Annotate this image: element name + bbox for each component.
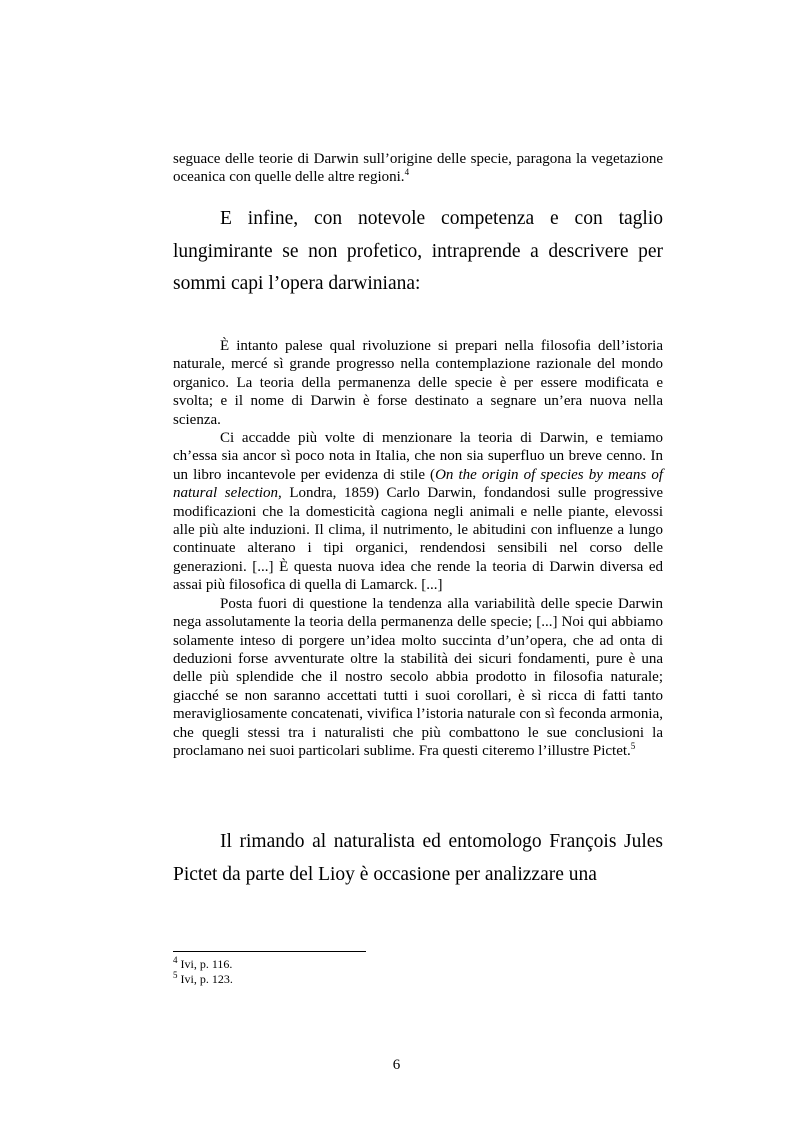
book-title: On the origin of species by means of natural selection xyxy=(173,466,664,502)
quote-paragraph-3: Posta fuori di questione la tendenza alla variabilità delle specie Darwin nega assolutamente la teoria della permanenza delle specie; [...] Noi qui abbiamo solamente inteso di porgere un’idea molto succinta d’un’opera, che ad onta di deduzioni forse avventurate oltre la stabilità dei sicuri fondamenti, pure è una delle più splendide che il nostro secolo abbia prodotto in filosofia naturale; giacché se non saranno accettati tutti i suoi corollari, è sì ricca di fatti tanto meravigliosamente concatenati, vivifica l’istoria naturale con sì feconda armonia, che quegli stessi tra i naturalisti che più combattono le sue conclusioni la proclamano nei suoi particolari sublime. Fra questi citeremo l’illustre Pictet.$^5$ xyxy=(173,595,663,759)
page-number: 6 xyxy=(392,1057,401,1073)
footnote-ref: 5 xyxy=(630,740,636,751)
closing-paragraph-block xyxy=(173,826,663,891)
footnote-5: $^5$ Ivi, p. 123. xyxy=(173,969,233,986)
quote-paragraph-1: È intanto palese qual rivoluzione si prepari nella filosofia dell’istoria naturale, mercé sì grande progresso nella contemplazione razionale del mondo organico. La teoria della permanenza delle specie è per essere modificata e svolta; e il nome di Darwin è forse destinato a segnare un’era nuova nella scienza. xyxy=(173,338,663,428)
quote-paragraph-2: Ci accadde più volte di menzionare la teoria di Darwin, e temiamo ch’essa sia ancor sì poco nota in Italia, che non sia superfluo un breve cenno. In un libro incantevole per evidenza di stile (On the origin of species by means of natural selection, Londra, 1859) Carlo Darwin, fondandosi sulle progressive modificazioni che la domesticità cagiona negli animali e nelle piante, elevossi alle più alte induzioni. Il clima, il nutrimento, le abitudini con influenze a lungo continuate alterano i tipi organici, rendendosi sensibili nel corso delle generazioni. [...] È questa nuova idea che rende la teoria di Darwin diversa ed assai più filosofica di quella di Lamarck. [...] xyxy=(173,430,664,594)
closing-paragraph: Il rimando al naturalista ed entomologo François Jules Pictet da parte del Lioy è occasione per analizzare una xyxy=(173,831,663,885)
footnote-ref: 4 xyxy=(404,167,410,178)
block-quote xyxy=(173,337,663,760)
footnote-divider xyxy=(173,951,366,952)
top-paragraph-block xyxy=(173,150,663,187)
top-paragraph: seguace delle teorie di Darwin sull’origine delle specie, paragona la vegetazione oceanica con quelle delle altre regioni.$^4$ xyxy=(173,151,663,186)
footnotes xyxy=(173,957,233,986)
intro-paragraph: E infine, con notevole competenza e con taglio lungimirante se non profetico, intraprende a descrivere per sommi capi l’opera darwiniana: xyxy=(173,208,663,294)
footnote-4: $^4$ Ivi, p. 116. xyxy=(173,955,233,971)
intro-paragraph-block xyxy=(173,203,663,301)
